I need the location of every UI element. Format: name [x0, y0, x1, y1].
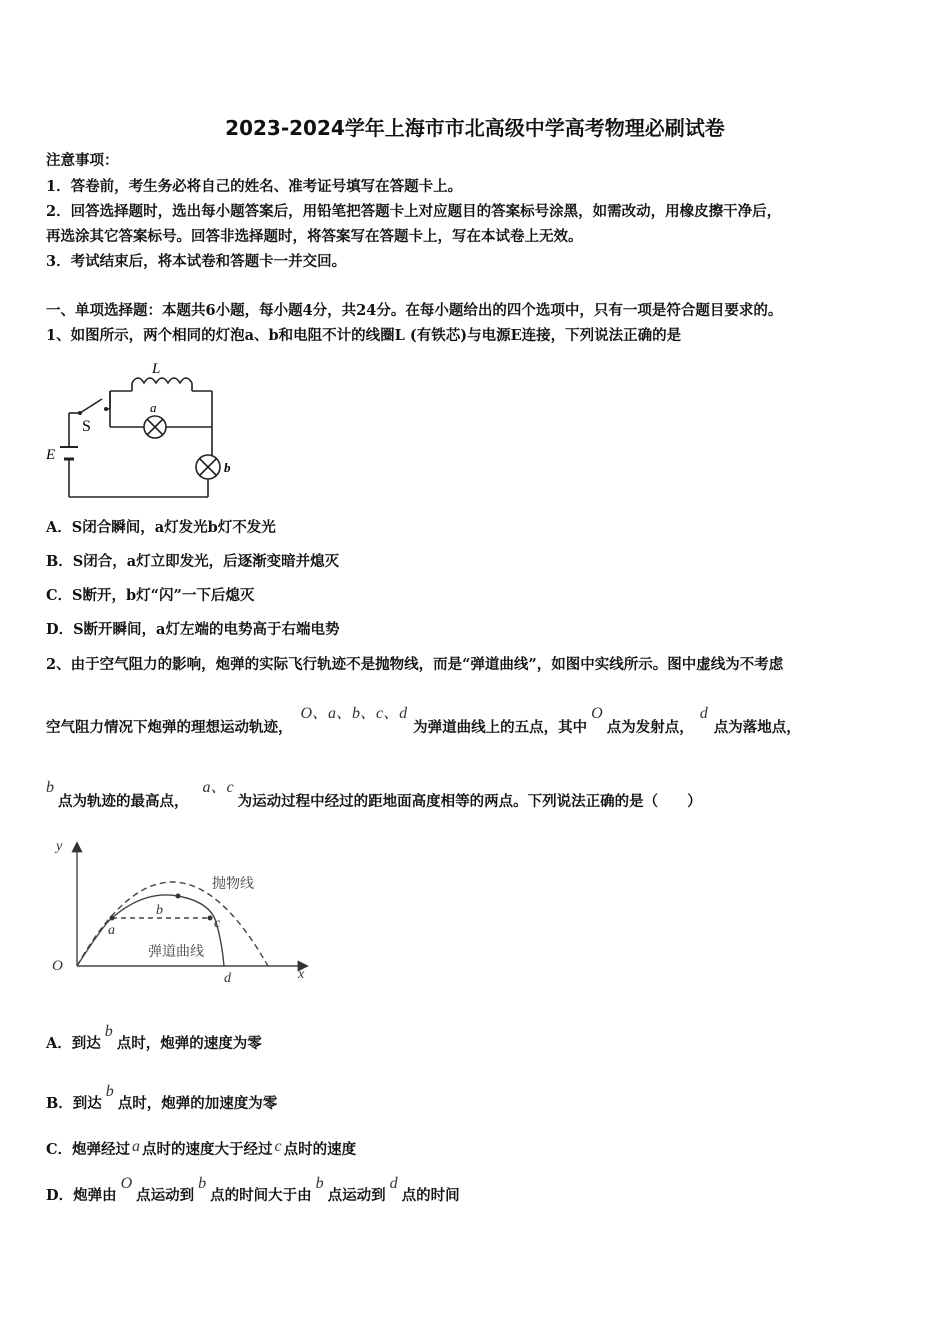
q2-option-d: D．炮弹由O点运动到b点的时间大于由b点运动到d点的时间 — [46, 1175, 460, 1204]
label-y: y — [56, 839, 63, 854]
q2-stem-line2: 空气阻力情况下炮弹的理想运动轨迹，O、a、b、c、d为弹道曲线上的五点，其中O点为发射点，d点为落地点， — [46, 705, 801, 736]
label-O: O — [52, 958, 63, 974]
q1-option-d: D．S断开瞬间，a灯左端的电势高于右端电势 — [46, 621, 340, 638]
label-a: a — [108, 923, 115, 938]
label-x: x — [298, 967, 305, 982]
q2-option-b: B．到达b点时，炮弹的加速度为零 — [46, 1083, 278, 1112]
label-b: b — [224, 460, 231, 475]
q2-stem-line3: b点为轨迹的最高点，a、c为运动过程中经过的距地面高度相等的两点。下列说法正确的是（ ） — [46, 779, 702, 810]
q2-stem-line1: 2、由于空气阻力的影响，炮弹的实际飞行轨迹不是抛物线，而是“弹道曲线”，如图中实线所示。图中虚线为不考虑 — [46, 656, 784, 673]
q1-option-b: B．S闭合，a灯立即发光，后逐渐变暗并熄灭 — [46, 553, 340, 570]
label-a: a — [150, 400, 157, 415]
page-title: 2023-2024学年上海市市北高级中学高考物理必刷试卷 — [225, 116, 725, 140]
q2-option-c: C．炮弹经过 a 点时的速度大于经过 c 点时的速度 — [46, 1138, 357, 1158]
q1-stem: 1、如图所示，两个相同的灯泡a、b和电阻不计的线圈L (有铁芯)与电源E连接，下列说法正确的是 — [46, 327, 682, 344]
label-d: d — [224, 971, 231, 986]
label-E: E — [46, 447, 56, 463]
label-parabola: 抛物线 — [212, 877, 254, 892]
label-ballistic: 弹道曲线 — [148, 945, 204, 960]
notice-item: 3．考试结束后，将本试卷和答题卡一并交回。 — [46, 253, 347, 270]
q1-option-a: A．S闭合瞬间，a灯发光b灯不发光 — [46, 519, 276, 536]
trajectory-diagram — [44, 832, 324, 992]
label-c: c — [214, 916, 221, 931]
notice-item: 2．回答选择题时，选出每小题答案后，用铅笔把答题卡上对应题目的答案标号涂黑，如需改动，用橡皮擦干净后， — [46, 203, 782, 220]
label-b: b — [156, 903, 163, 918]
circuit-diagram — [44, 355, 244, 505]
label-L: L — [152, 361, 161, 377]
label-S: S — [82, 418, 91, 435]
notice-item: 1．答卷前，考生务必将自己的姓名、准考证号填写在答题卡上。 — [46, 178, 463, 195]
q1-option-c: C．S断开，b灯“闪”一下后熄灭 — [46, 587, 255, 604]
q2-option-a: A．到达b点时，炮弹的速度为零 — [46, 1023, 262, 1052]
notice-item: 再选涂其它答案标号。回答非选择题时，将答案写在答题卡上，写在本试卷上无效。 — [46, 228, 583, 245]
section-heading: 一、单项选择题：本题共6小题，每小题4分，共24分。在每小题给出的四个选项中，只有一项是符合题目要求的。 — [46, 302, 783, 319]
notice-heading: 注意事项： — [46, 152, 119, 169]
